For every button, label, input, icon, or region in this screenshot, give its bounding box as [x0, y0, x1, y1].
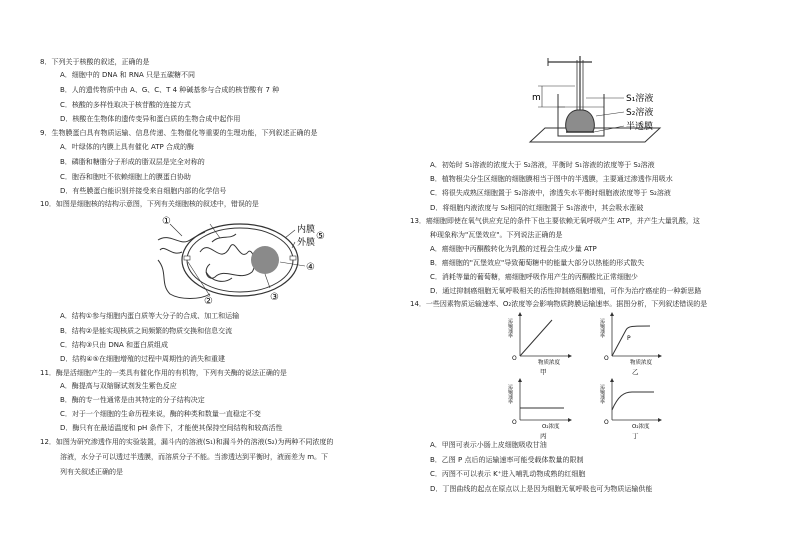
q11-stem: 11．酶是活细胞产生的一类具有催化作用的有机物，下列有关酶的说法正确的是 [40, 369, 287, 377]
q10-option-d: D．结构④⑤在细胞增殖的过程中周期性的消失和重建 [60, 355, 225, 363]
graph-ding-origin: O [604, 419, 609, 426]
graph-yi-title: 乙 [632, 368, 639, 376]
q13-stem-line-2: 种现象称为"瓦堡效应"。下列说法正确的是 [430, 231, 563, 239]
q9-option-a: A．叶绿体的内膜上具有催化 ATP 合成的酶 [60, 143, 194, 151]
graph-jia-curve [520, 320, 552, 356]
graph-jia-ylabel: 运输速率 [507, 318, 513, 338]
graph-jia-title: 甲 [540, 368, 547, 376]
transport-rate-graphs [500, 310, 680, 440]
label-n2: ② [204, 296, 213, 307]
label-n4: ④ [306, 262, 315, 273]
graph-yi-curve [612, 326, 650, 356]
q10-stem: 10．如图是细胞核的结构示意图，下列有关细胞核的叙述中，错误的是 [40, 200, 259, 208]
graph-yi-xlabel: 物质浓度 [630, 360, 653, 366]
q14-stem: 14．一些因素物质运输速率、O₂浓度等会影响物质跨膜运输速率。据图分析，下列叙述错误的是 [410, 300, 708, 308]
q12-option-a: A．初始时 S₁溶液的浓度大于 S₂溶液，平衡时 S₁溶液的浓度等于 S₂溶液 [430, 161, 655, 169]
q13-option-a: A．癌细胞中丙酮酸转化为乳酸的过程会生成少量 ATP [430, 245, 597, 253]
label-s1-solution: S₁溶液 [626, 94, 654, 104]
graph-bing [507, 380, 571, 440]
graph-yi-point-p: P [627, 335, 631, 342]
graph-yi [599, 314, 661, 376]
graph-ding-ylabel: 运输速率 [599, 384, 605, 404]
label-n3: ③ [270, 292, 279, 303]
q8-option-c: C．核酸的多样性取决于核苷酸的连接方式 [60, 101, 191, 109]
graph-yi-origin: O [604, 355, 609, 362]
q14-option-d: D．丁图曲线的起点在原点以上是因为细胞无氧呼吸也可为物质运输供能 [430, 485, 653, 493]
q8-option-a: A．细胞中的 DNA 和 RNA 只是五碳糖不同 [60, 71, 195, 79]
label-n5: ⑤ [316, 231, 325, 242]
q9-option-b: B．磷脂和糖脂分子形成的脂双层是完全对称的 [60, 158, 205, 166]
q11-option-c: C．对于一个细胞的生命历程来说，酶的种类和数量一直稳定不变 [60, 410, 261, 418]
graph-bing-title: 丙 [540, 432, 547, 440]
q8-option-d: D．核酸在生物体的遗传变异和蛋白质的生物合成中起作用 [60, 115, 241, 123]
q14-option-a: A．甲图可表示小肠上皮细胞吸收甘油 [430, 441, 547, 449]
graph-jia-xlabel: 物质浓度 [538, 360, 561, 366]
q13-stem-line-1: 13．癌细胞即使在氧气供应充足的条件下也主要依赖无氧呼吸产生 ATP，并产生大量乳酸，这 [410, 217, 700, 225]
label-s2-solution: S₂溶液 [626, 108, 654, 118]
q9-option-c: C．胞吞和胞吐不依赖细胞上的膜蛋白协助 [60, 173, 191, 181]
q12-stem-line-1: 12．如图为研究渗透作用的实验装置，漏斗内的溶液(S₁)和漏斗外的溶液(S₂)为两种不同浓度的 [40, 438, 334, 446]
q11-option-a: A．酶提高与双缩脲试剂发生紫色反应 [60, 382, 177, 390]
q14-option-c: C．丙图不可以表示 K⁺进入哺乳动物成熟的红细胞 [430, 470, 586, 478]
q10-option-c: C．结构③只由 DNA 和蛋白质组成 [60, 341, 169, 349]
q13-option-c: C．消耗等量的葡萄糖，癌细胞呼吸作用产生的丙酮酸比正常细胞少 [430, 273, 638, 281]
label-m: m [532, 93, 541, 103]
label-semipermeable-membrane: 半透膜 [626, 122, 654, 132]
graph-bing-xlabel: O₂浓度 [542, 424, 560, 430]
graph-bing-ylabel: 运输速率 [507, 384, 513, 404]
q11-option-d: D．酶只有在最适温度和 pH 条件下，才能使其保持空间结构和较高活性 [60, 424, 283, 432]
graph-ding [599, 380, 661, 440]
graph-yi-ylabel: 运输速率 [599, 318, 605, 338]
label-inner-membrane: 内膜 [297, 225, 316, 235]
label-n1: ① [162, 216, 171, 227]
q10-option-a: A．结构①参与细胞内蛋白质等大分子的合成、加工和运输 [60, 312, 240, 320]
osmosis-apparatus-diagram [520, 52, 680, 152]
q12-stem-line-3: 列有关叙述正确的是 [60, 468, 123, 476]
q10-option-b: B．结构②是能实现核质之间频繁的物质交换和信息交流 [60, 327, 233, 335]
graph-jia [507, 314, 571, 376]
q12-option-b: B．植物根尖分生区细胞的细胞膜相当于图中的半透膜，主要通过渗透作用吸水 [430, 175, 673, 183]
graph-ding-xlabel: O₂浓度 [632, 424, 650, 430]
q14-option-b: B．乙图 P 点后的运输速率可能受载体数量的限制 [430, 456, 584, 464]
q12-option-c: C．将很失成熟区细胞置于 S₂溶液中，渗透失水平衡时细胞液浓度等于 S₂溶液 [430, 189, 671, 197]
q13-option-d: D．通过抑制癌细胞无氧呼吸相关的活性抑制癌细胞增殖，可作为治疗癌症的一种新思路 [430, 287, 702, 295]
label-outer-membrane: 外膜 [297, 238, 316, 248]
graph-bing-origin: O [512, 419, 517, 426]
q9-stem: 9．生物膜蛋白具有物质运输、信息传递、生物催化等重要的生理功能，下列叙述正确的是 [40, 129, 318, 137]
q8-option-b: B．人的遗传物质中由 A、G、C、T 4 种碱基参与合成的核苷酸有 7 种 [60, 86, 280, 94]
q12-option-d: D．将细胞内液浓度与 S₂相同的红细胞置于 S₁溶液中，其会吸水涨破 [430, 204, 644, 212]
q12-stem-line-2: 溶液，水分子可以透过半透膜，而溶质分子不能。当渗透达到平衡时，液面差为 m。下 [60, 453, 329, 461]
graph-ding-title: 丁 [632, 432, 639, 440]
graph-jia-origin: O [512, 355, 517, 362]
graph-ding-curve [612, 392, 654, 410]
q11-option-b: B．酶的专一性通常是由其特定的分子结构决定 [60, 396, 205, 404]
q8-stem: 8．下列关于核酸的叙述，正确的是 [40, 58, 150, 66]
q9-option-d: D．有些膜蛋白能识别并接受来自细胞内部的化学信号 [60, 187, 227, 195]
nucleus-diagram [140, 212, 400, 307]
q13-option-b: B．癌细胞的"瓦堡效应"导致葡萄糖中的能量大部分以热能的形式散失 [430, 259, 645, 267]
